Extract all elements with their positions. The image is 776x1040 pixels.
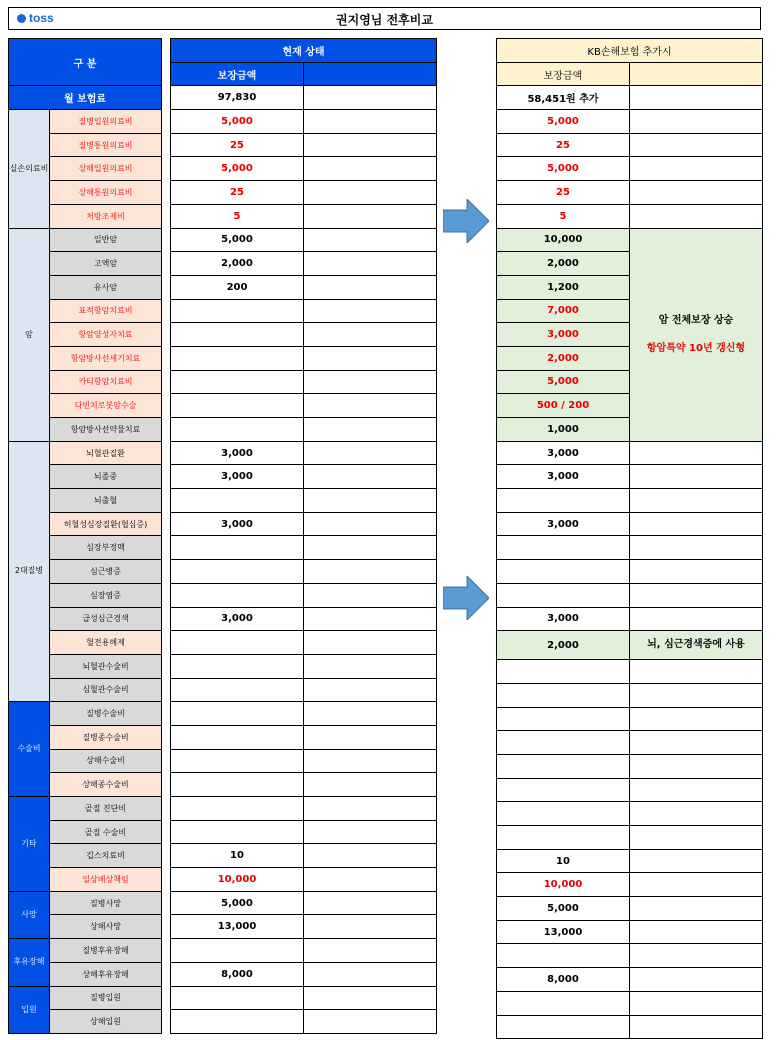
empty-cell: [304, 986, 437, 1010]
coverage-item-label: 뇌졸중: [50, 465, 162, 489]
coverage-value: 25: [497, 133, 630, 157]
coverage-value: [171, 323, 304, 347]
empty-cell: [630, 968, 763, 992]
empty-cell: [630, 441, 763, 465]
coverage-item-label: 표적항암치료비: [50, 299, 162, 323]
coverage-value: 5: [171, 204, 304, 228]
empty-cell: [630, 1015, 763, 1039]
empty-cell: [304, 346, 437, 370]
coverage-item-label: 고액암: [50, 252, 162, 276]
empty-cell: [304, 702, 437, 726]
coverage-value: [171, 820, 304, 844]
empty-cell: [304, 654, 437, 678]
empty-cell: [630, 920, 763, 944]
empty-cell: [304, 275, 437, 299]
empty-cell: [630, 707, 763, 731]
category-table: [8, 38, 162, 1034]
arrow-right-icon: [443, 199, 489, 243]
coverage-item-label: 뇌혈관수술비: [50, 654, 162, 678]
empty-cell: [304, 1010, 437, 1034]
coverage-item-label: 깁스치료비: [50, 844, 162, 868]
category-label: 입원: [9, 986, 50, 1033]
empty-cell: [304, 536, 437, 560]
empty-cell: [630, 181, 763, 205]
coverage-value: 13,000: [171, 915, 304, 939]
empty-cell: [630, 754, 763, 778]
empty-cell: [304, 560, 437, 584]
coverage-value: [497, 1015, 630, 1039]
coverage-value: [497, 683, 630, 707]
coverage-item-label: 유사암: [50, 275, 162, 299]
coverage-value: [171, 418, 304, 442]
empty-cell: [304, 323, 437, 347]
empty-cell: [304, 299, 437, 323]
arrow-right-icon: [443, 576, 489, 620]
coverage-value: 10: [497, 849, 630, 873]
category-label: 사망: [9, 891, 50, 938]
coverage-value: [171, 702, 304, 726]
empty-cell: [630, 110, 763, 134]
coverage-value: 10: [171, 844, 304, 868]
coverage-value: 2,000: [497, 346, 630, 370]
coverage-value: 1,200: [497, 275, 630, 299]
coverage-value: 5,000: [497, 897, 630, 921]
coverage-value: 500 / 200: [497, 394, 630, 418]
empty-cell: [304, 86, 437, 110]
coverage-value: [171, 560, 304, 584]
coverage-value: 5,000: [171, 891, 304, 915]
page-title: 권지영님 전후비교: [336, 13, 433, 27]
empty-cell: [304, 441, 437, 465]
empty-cell: [304, 891, 437, 915]
empty-cell: [630, 86, 763, 110]
coverage-item-label: 질병사망: [50, 891, 162, 915]
coverage-value: 5,000: [497, 110, 630, 134]
coverage-value: [497, 536, 630, 560]
empty-cell: [304, 678, 437, 702]
empty-cell: [630, 826, 763, 850]
coverage-value: 3,000: [497, 323, 630, 347]
coverage-value: 3,000: [171, 512, 304, 536]
coverage-value: [171, 654, 304, 678]
empty-cell: [304, 110, 437, 134]
coverage-value: [171, 394, 304, 418]
coverage-value: [171, 370, 304, 394]
coverage-value: [497, 991, 630, 1015]
empty-cell: [304, 725, 437, 749]
coverage-value: 25: [497, 181, 630, 205]
empty-cell: [630, 489, 763, 513]
coverage-item-label: 뇌출혈: [50, 489, 162, 513]
empty-cell: [304, 228, 437, 252]
coverage-value: 3,000: [171, 441, 304, 465]
coverage-item-label: 골절 진단비: [50, 797, 162, 821]
empty-cell: [304, 583, 437, 607]
coverage-item-label: 상해종수술비: [50, 773, 162, 797]
empty-cell: [630, 465, 763, 489]
coverage-value: 5,000: [171, 228, 304, 252]
thrombolytic-note: 뇌, 심근경색증에 사용: [630, 631, 763, 660]
cancer-note: [630, 228, 763, 441]
coverage-value: 2,000: [497, 252, 630, 276]
header-category: 구 분: [9, 39, 162, 86]
coverage-value: 7,000: [497, 299, 630, 323]
coverage-value: [497, 560, 630, 584]
column-subheader: 보장금액: [497, 62, 630, 86]
empty-cell: [630, 512, 763, 536]
coverage-value: 25: [171, 181, 304, 205]
empty-cell: [304, 844, 437, 868]
coverage-item-label: 심근병증: [50, 560, 162, 584]
empty-cell: [304, 157, 437, 181]
title-bar: [8, 7, 761, 30]
coverage-item-label: 일상배상책임: [50, 868, 162, 892]
coverage-value: 3,000: [497, 465, 630, 489]
coverage-value: [171, 773, 304, 797]
coverage-value: [497, 826, 630, 850]
coverage-item-label: 다빈치로봇암수술: [50, 394, 162, 418]
coverage-value: 2,000: [497, 631, 630, 660]
coverage-value: 8,000: [171, 962, 304, 986]
coverage-value: [497, 802, 630, 826]
empty-cell: [630, 157, 763, 181]
empty-cell: [304, 489, 437, 513]
logo-text: toss: [29, 11, 54, 25]
coverage-item-label: 질병통원의료비: [50, 133, 162, 157]
category-label: 암: [9, 228, 50, 441]
premium-value: 97,830: [171, 86, 304, 110]
cancer-note-line2: 항암특약 10년 갱신형: [646, 342, 746, 354]
coverage-value: [171, 797, 304, 821]
empty-cell: [304, 939, 437, 963]
coverage-value: 3,000: [171, 465, 304, 489]
coverage-value: 2,000: [171, 252, 304, 276]
empty-cell: [304, 370, 437, 394]
coverage-item-label: 항암양성자치료: [50, 323, 162, 347]
coverage-value: [171, 299, 304, 323]
coverage-item-label: 질병후유장해: [50, 939, 162, 963]
coverage-item-label: 상해후유장해: [50, 962, 162, 986]
coverage-value: [497, 754, 630, 778]
empty-cell: [630, 802, 763, 826]
coverage-value: [171, 346, 304, 370]
current-coverage-table: [170, 38, 437, 1034]
coverage-item-label: 항암방사선세기치료: [50, 346, 162, 370]
column-subheader-empty: [304, 62, 437, 86]
coverage-item-label: 질병수술비: [50, 702, 162, 726]
coverage-item-label: 혈전용해제: [50, 631, 162, 655]
coverage-value: 3,000: [497, 607, 630, 631]
coverage-value: [171, 631, 304, 655]
empty-cell: [630, 204, 763, 228]
coverage-value: [171, 725, 304, 749]
coverage-item-label: 심장부정맥: [50, 536, 162, 560]
coverage-value: 3,000: [497, 441, 630, 465]
coverage-item-label: 심혈관수술비: [50, 678, 162, 702]
coverage-value: [497, 944, 630, 968]
coverage-value: [171, 583, 304, 607]
empty-cell: [304, 133, 437, 157]
coverage-value: [171, 489, 304, 513]
empty-cell: [304, 418, 437, 442]
empty-cell: [304, 204, 437, 228]
empty-cell: [630, 607, 763, 631]
coverage-item-label: 상해통원의료비: [50, 181, 162, 205]
coverage-value: [171, 678, 304, 702]
coverage-value: 5,000: [171, 110, 304, 134]
cancer-note-line1: 암 전체보장 상승: [658, 314, 734, 326]
category-label: 2대질병: [9, 441, 50, 702]
coverage-value: [497, 778, 630, 802]
coverage-item-label: 상해입원: [50, 1010, 162, 1034]
empty-cell: [630, 873, 763, 897]
coverage-value: [171, 1010, 304, 1034]
empty-cell: [630, 731, 763, 755]
empty-cell: [304, 465, 437, 489]
coverage-value: [171, 749, 304, 773]
empty-cell: [304, 181, 437, 205]
coverage-value: 5,000: [497, 370, 630, 394]
coverage-value: 5,000: [497, 157, 630, 181]
coverage-item-label: 뇌혈관질환: [50, 441, 162, 465]
premium-label: 월 보험료: [9, 86, 162, 110]
coverage-item-label: 허혈성심장질환(협심증): [50, 512, 162, 536]
coverage-value: 10,000: [497, 228, 630, 252]
coverage-value: [497, 583, 630, 607]
coverage-item-label: 질병종수술비: [50, 725, 162, 749]
coverage-value: 3,000: [171, 607, 304, 631]
empty-cell: [630, 991, 763, 1015]
coverage-value: 10,000: [497, 873, 630, 897]
empty-cell: [630, 560, 763, 584]
empty-cell: [304, 915, 437, 939]
empty-cell: [304, 631, 437, 655]
category-label: 실손의료비: [9, 110, 50, 228]
empty-cell: [630, 133, 763, 157]
empty-cell: [630, 944, 763, 968]
column-title: 현재 상태: [171, 39, 437, 63]
empty-cell: [630, 660, 763, 684]
empty-cell: [304, 797, 437, 821]
category-label: 후유장해: [9, 939, 50, 986]
empty-cell: [304, 773, 437, 797]
premium-value: 58,451원 추가: [497, 86, 630, 110]
coverage-value: 1,000: [497, 418, 630, 442]
category-label: 수술비: [9, 702, 50, 797]
coverage-value: [171, 536, 304, 560]
coverage-item-label: 골절 수술비: [50, 820, 162, 844]
empty-cell: [630, 536, 763, 560]
coverage-value: [497, 660, 630, 684]
coverage-value: 13,000: [497, 920, 630, 944]
coverage-value: 5: [497, 204, 630, 228]
column-subheader: 보장금액: [171, 62, 304, 86]
coverage-value: [171, 939, 304, 963]
category-label: 기타: [9, 797, 50, 892]
empty-cell: [630, 683, 763, 707]
coverage-item-label: 급성심근경색: [50, 607, 162, 631]
coverage-item-label: 카티항암치료비: [50, 370, 162, 394]
coverage-item-label: 질병입원의료비: [50, 110, 162, 134]
coverage-item-label: 처방조제비: [50, 204, 162, 228]
empty-cell: [630, 849, 763, 873]
empty-cell: [304, 749, 437, 773]
coverage-value: 8,000: [497, 968, 630, 992]
coverage-value: 200: [171, 275, 304, 299]
coverage-value: 25: [171, 133, 304, 157]
empty-cell: [304, 512, 437, 536]
coverage-value: [497, 707, 630, 731]
coverage-item-label: 일반암: [50, 228, 162, 252]
empty-cell: [304, 962, 437, 986]
coverage-item-label: 질병입원: [50, 986, 162, 1010]
column-title: KB손해보험 추가시: [497, 39, 763, 63]
coverage-item-label: 상해입원의료비: [50, 157, 162, 181]
empty-cell: [304, 820, 437, 844]
coverage-item-label: 상해사망: [50, 915, 162, 939]
coverage-item-label: 심장염증: [50, 583, 162, 607]
coverage-item-label: 항암방사선약물치료: [50, 418, 162, 442]
coverage-value: [497, 489, 630, 513]
empty-cell: [304, 394, 437, 418]
coverage-value: 5,000: [171, 157, 304, 181]
coverage-value: [497, 731, 630, 755]
empty-cell: [630, 897, 763, 921]
empty-cell: [304, 252, 437, 276]
empty-cell: [630, 583, 763, 607]
coverage-value: [171, 986, 304, 1010]
coverage-value: 10,000: [171, 868, 304, 892]
coverage-item-label: 상해수술비: [50, 749, 162, 773]
empty-cell: [304, 607, 437, 631]
after-coverage-table: [496, 38, 763, 1039]
empty-cell: [304, 868, 437, 892]
column-subheader-empty: [630, 62, 763, 86]
coverage-value: 3,000: [497, 512, 630, 536]
empty-cell: [630, 778, 763, 802]
